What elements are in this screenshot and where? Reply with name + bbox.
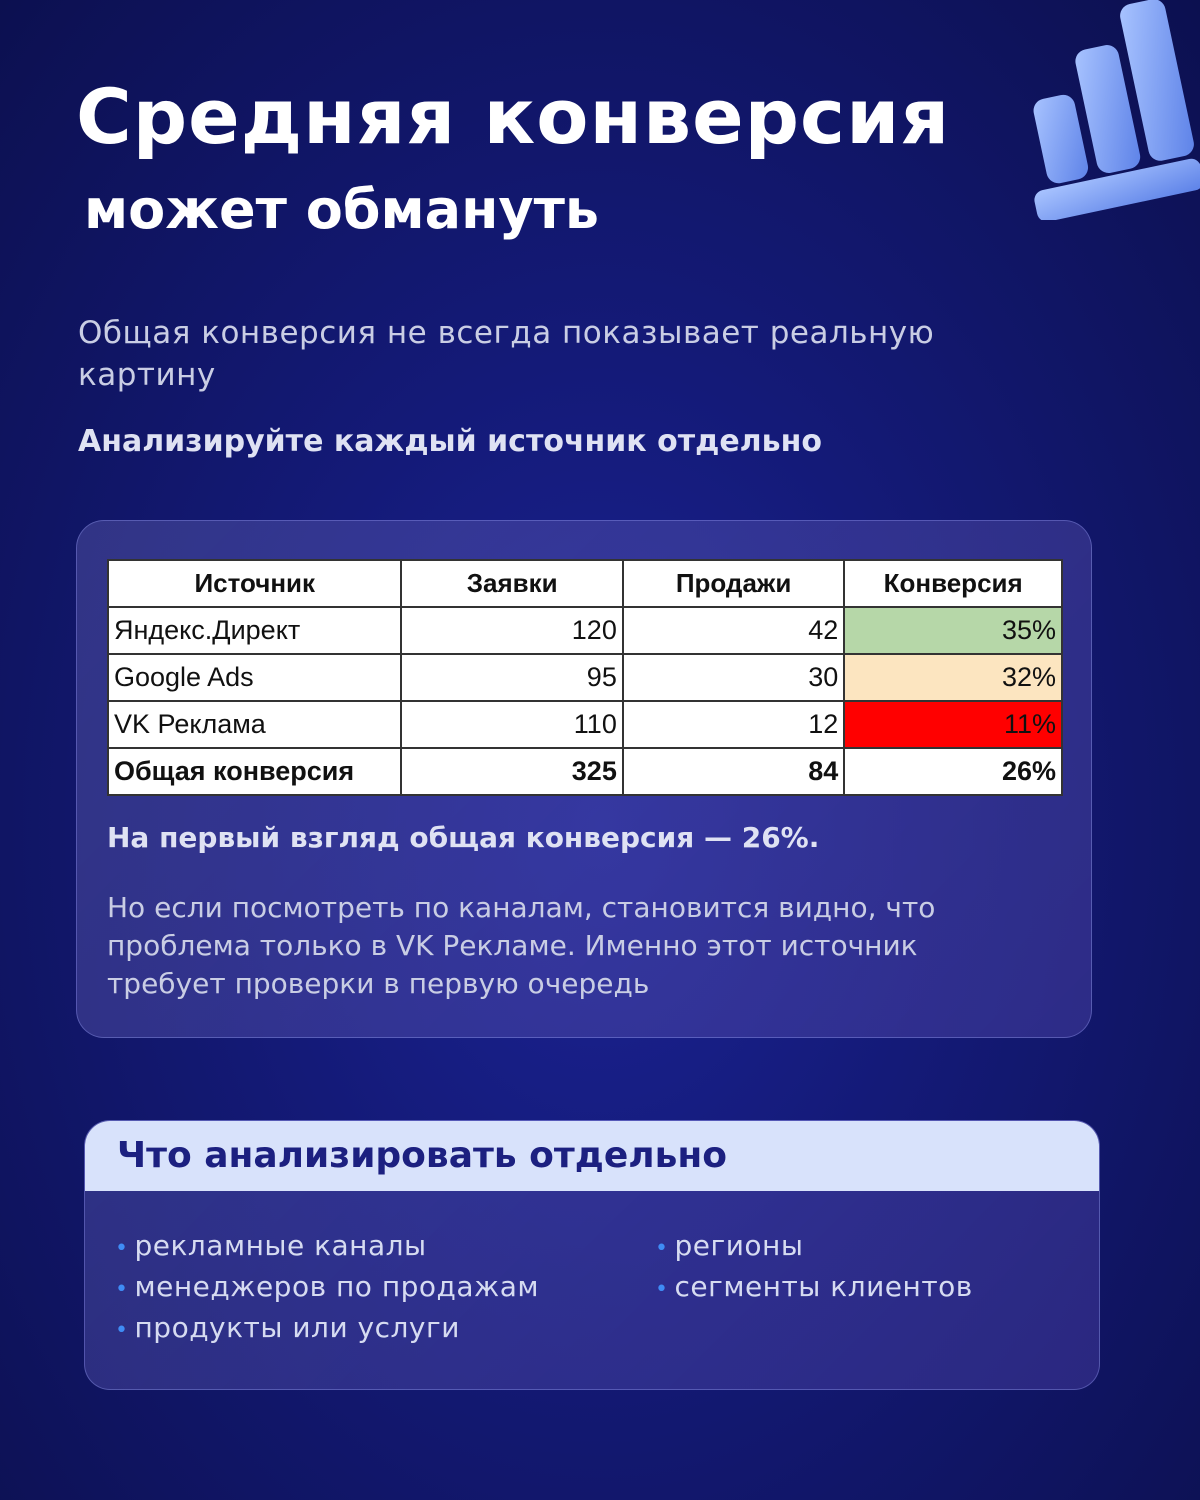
analysis-card — [84, 1120, 1100, 1390]
bullet-icon: • — [115, 1318, 129, 1343]
cell-source: Google Ads — [108, 654, 401, 701]
list-item-label: рекламные каналы — [134, 1229, 427, 1262]
analysis-title: Что анализировать отдельно — [85, 1121, 1099, 1191]
bar-chart-icon — [1020, 0, 1200, 220]
cell-total-leads: 325 — [401, 748, 622, 795]
col-header-leads: Заявки — [401, 560, 622, 607]
summary-text: Но если посмотреть по каналам, становится видно, что проблема только в VK Рекламе. Именно этот источник требует проверки в первую очередь — [107, 891, 936, 1000]
list-item-label: менеджеров по продажам — [134, 1270, 540, 1303]
bullet-icon: • — [115, 1277, 129, 1302]
bullet-icon: • — [655, 1277, 669, 1302]
cell-sales: 30 — [623, 654, 844, 701]
cell-conversion: 35% — [844, 607, 1062, 654]
cell-leads: 110 — [401, 701, 622, 748]
table-total-row — [108, 748, 1062, 795]
cell-leads: 120 — [401, 607, 622, 654]
cell-total-label: Общая конверсия — [108, 748, 401, 795]
analysis-list-left — [115, 1227, 539, 1350]
page-subtitle: может обмануть — [84, 178, 600, 241]
cell-conversion: 11% — [844, 701, 1062, 748]
cell-conversion: 32% — [844, 654, 1062, 701]
cell-total-sales: 84 — [623, 748, 844, 795]
table-row — [108, 607, 1062, 654]
col-header-conversion: Конверсия — [844, 560, 1062, 607]
table-header-row — [108, 560, 1062, 607]
cell-sales: 12 — [623, 701, 844, 748]
page-title: Средняя конверсия — [76, 72, 951, 161]
cell-source: VK Реклама — [108, 701, 401, 748]
col-header-sales: Продажи — [623, 560, 844, 607]
cell-total-conversion: 26% — [844, 748, 1062, 795]
list-item — [115, 1309, 539, 1350]
table-row — [108, 701, 1062, 748]
col-header-source: Источник — [108, 560, 401, 607]
bullet-icon: • — [115, 1236, 129, 1261]
bullet-icon: • — [655, 1236, 669, 1261]
analysis-list-right — [655, 1227, 973, 1309]
summary-bold: На первый взгляд общая конверсия — 26%. — [107, 821, 820, 854]
list-item-label: сегменты клиентов — [674, 1270, 973, 1303]
lead-text: Общая конверсия не всегда показывает реальную картину — [78, 315, 935, 393]
accent-text: Анализируйте каждый источник отдельно — [78, 424, 822, 459]
list-item-label: регионы — [674, 1229, 804, 1262]
conversion-card — [76, 520, 1092, 1038]
list-item — [115, 1268, 539, 1309]
cell-leads: 95 — [401, 654, 622, 701]
table-row — [108, 654, 1062, 701]
list-item — [655, 1268, 973, 1309]
cell-source: Яндекс.Директ — [108, 607, 401, 654]
list-item — [115, 1227, 539, 1268]
cell-sales: 42 — [623, 607, 844, 654]
list-item-label: продукты или услуги — [134, 1311, 460, 1344]
conversion-table — [107, 559, 1063, 796]
list-item — [655, 1227, 973, 1268]
